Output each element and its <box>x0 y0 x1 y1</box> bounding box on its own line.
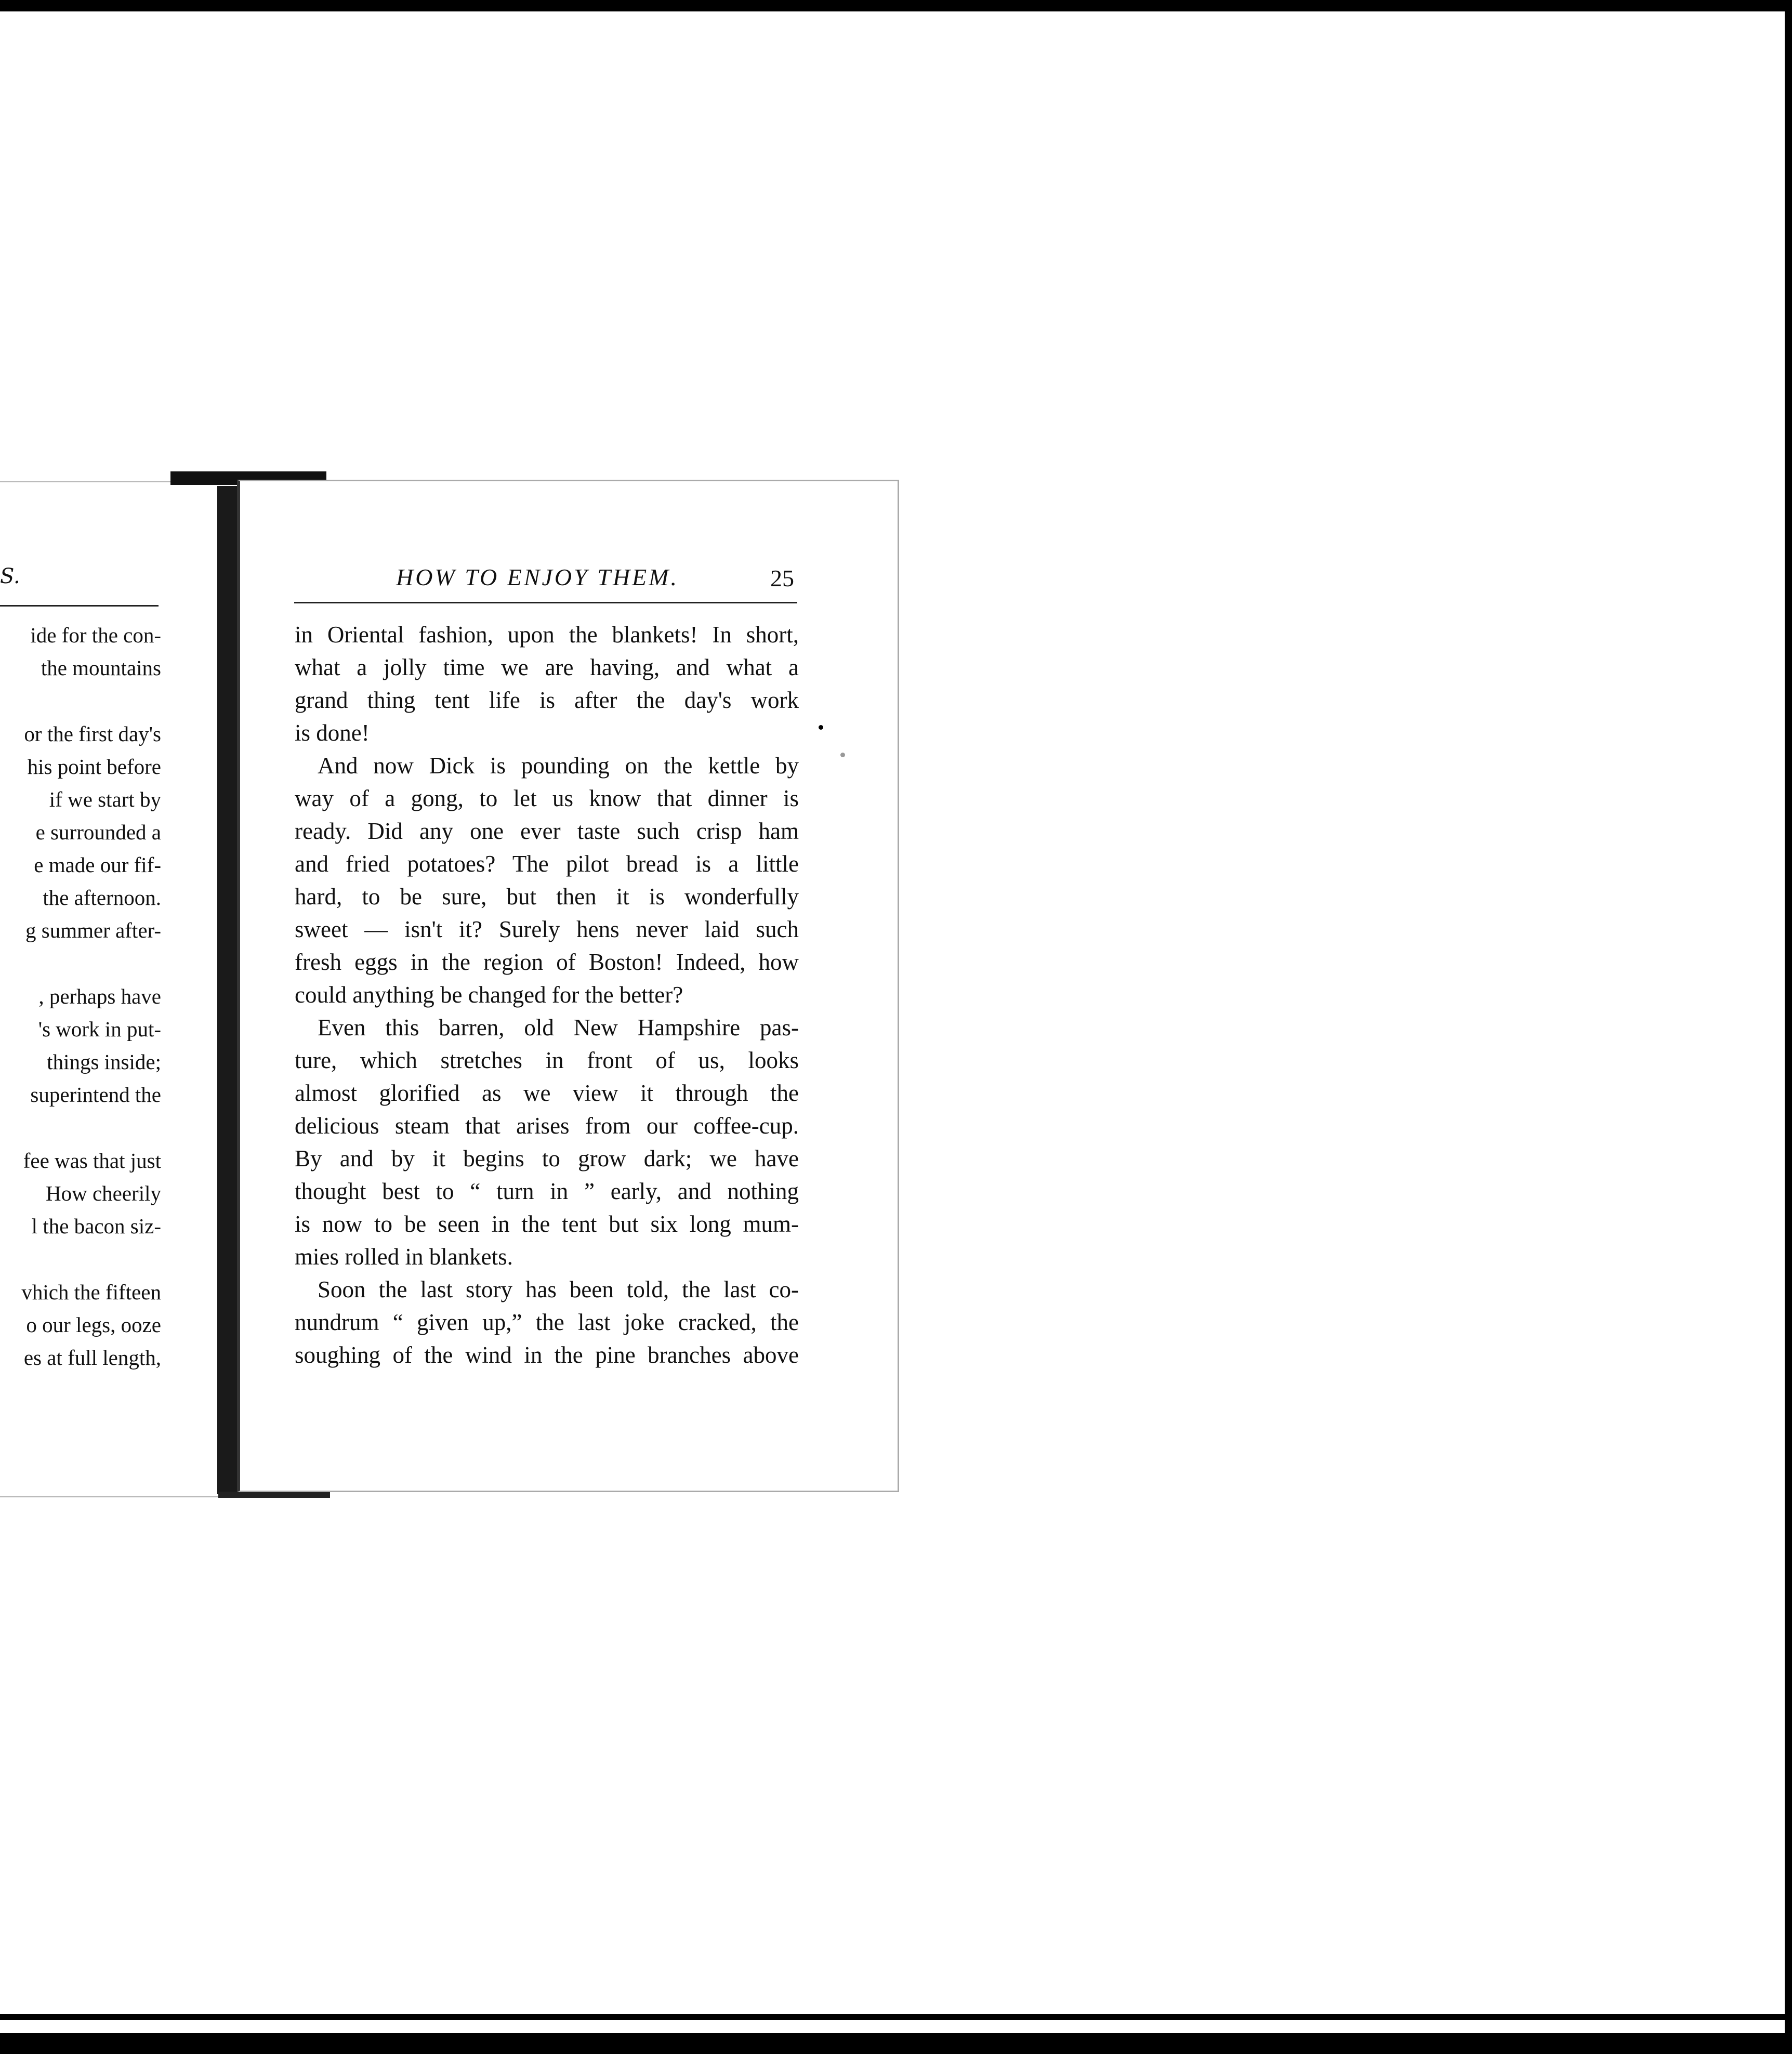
left-line: g summer after- <box>25 918 161 942</box>
text-line: By and by it begins to grow dark; we have <box>295 1146 799 1171</box>
left-line: the mountains <box>41 656 161 680</box>
left-line: , perhaps have <box>38 984 161 1008</box>
right-page <box>237 480 899 1492</box>
left-line: fee was that just <box>23 1149 161 1173</box>
text-line: and fried potatoes? The pilot bread is a little <box>295 851 799 877</box>
text-line: fresh eggs in the region of Boston! Indeed, how <box>295 949 799 975</box>
scan-frame-bottom <box>0 2033 1792 2054</box>
text-line: hard, to be sure, but then it is wonderfully <box>295 884 799 910</box>
text-line: Soon the last story has been told, the last co- <box>318 1276 799 1302</box>
scan-speck <box>840 753 845 757</box>
left-line: superintend the <box>30 1083 161 1107</box>
scan-frame-right <box>1785 0 1792 2054</box>
text-line: what a jolly time we are having, and what a <box>295 654 799 680</box>
book-spine <box>217 486 238 1494</box>
left-line: his point before <box>27 755 161 779</box>
scan-frame-top <box>0 0 1792 11</box>
text-line: grand thing tent life is after the day's work <box>295 687 799 713</box>
left-line: the afternoon. <box>43 886 161 910</box>
text-line: Even this barren, old New Hampshire pas- <box>318 1015 799 1041</box>
left-head-rule <box>0 605 159 607</box>
text-line: could anything be changed for the better? <box>295 982 683 1008</box>
text-line: mies rolled in blankets. <box>295 1244 513 1270</box>
text-line: almost glorified as we view it through the <box>295 1080 799 1106</box>
text-line: delicious steam that arises from our coffee-cup. <box>295 1113 799 1139</box>
page-number: 25 <box>770 565 794 591</box>
text-line: ready. Did any one ever taste such crisp ham <box>295 818 799 844</box>
text-line: is now to be seen in the tent but six long mum- <box>295 1211 799 1237</box>
text-line: And now Dick is pounding on the kettle by <box>318 753 799 779</box>
text-line: way of a gong, to let us know that dinner is <box>295 785 799 811</box>
left-line: 's work in put- <box>38 1017 161 1041</box>
left-page <box>0 481 218 1497</box>
text-line: soughing of the wind in the pine branches above <box>295 1342 799 1368</box>
text-line: in Oriental fashion, upon the blankets! In short, <box>295 622 799 648</box>
left-line: o our legs, ooze <box>26 1313 161 1337</box>
left-line: vhich the fifteen <box>21 1280 161 1304</box>
left-line: e surrounded a <box>35 820 161 844</box>
text-line: ture, which stretches in front of us, looks <box>295 1047 799 1073</box>
running-head: HOW TO ENJOY THEM. <box>396 564 679 590</box>
left-line: if we start by <box>49 787 161 811</box>
left-line: es at full length, <box>23 1346 161 1370</box>
scan-frame-bottom-line <box>0 2014 1792 2020</box>
text-line: thought best to “ turn in ” early, and nothing <box>295 1178 799 1204</box>
text-line: sweet — isn't it? Surely hens never laid such <box>295 916 799 942</box>
left-running-head-fragment: S. <box>0 564 20 588</box>
scan-speck <box>819 725 823 730</box>
text-line: is done! <box>295 720 370 746</box>
left-line: How cheerily <box>46 1181 161 1205</box>
left-line: ide for the con- <box>30 623 161 647</box>
head-rule <box>294 602 797 603</box>
left-line: l the bacon siz- <box>31 1214 161 1238</box>
left-line: or the first day's <box>24 722 161 746</box>
left-line: e made our fif- <box>34 853 161 877</box>
book-spine-bottom <box>218 1492 330 1498</box>
left-line: things inside; <box>47 1050 161 1074</box>
text-line: nundrum “ given up,” the last joke cracked, the <box>295 1309 799 1335</box>
page-body-text <box>295 618 799 1372</box>
